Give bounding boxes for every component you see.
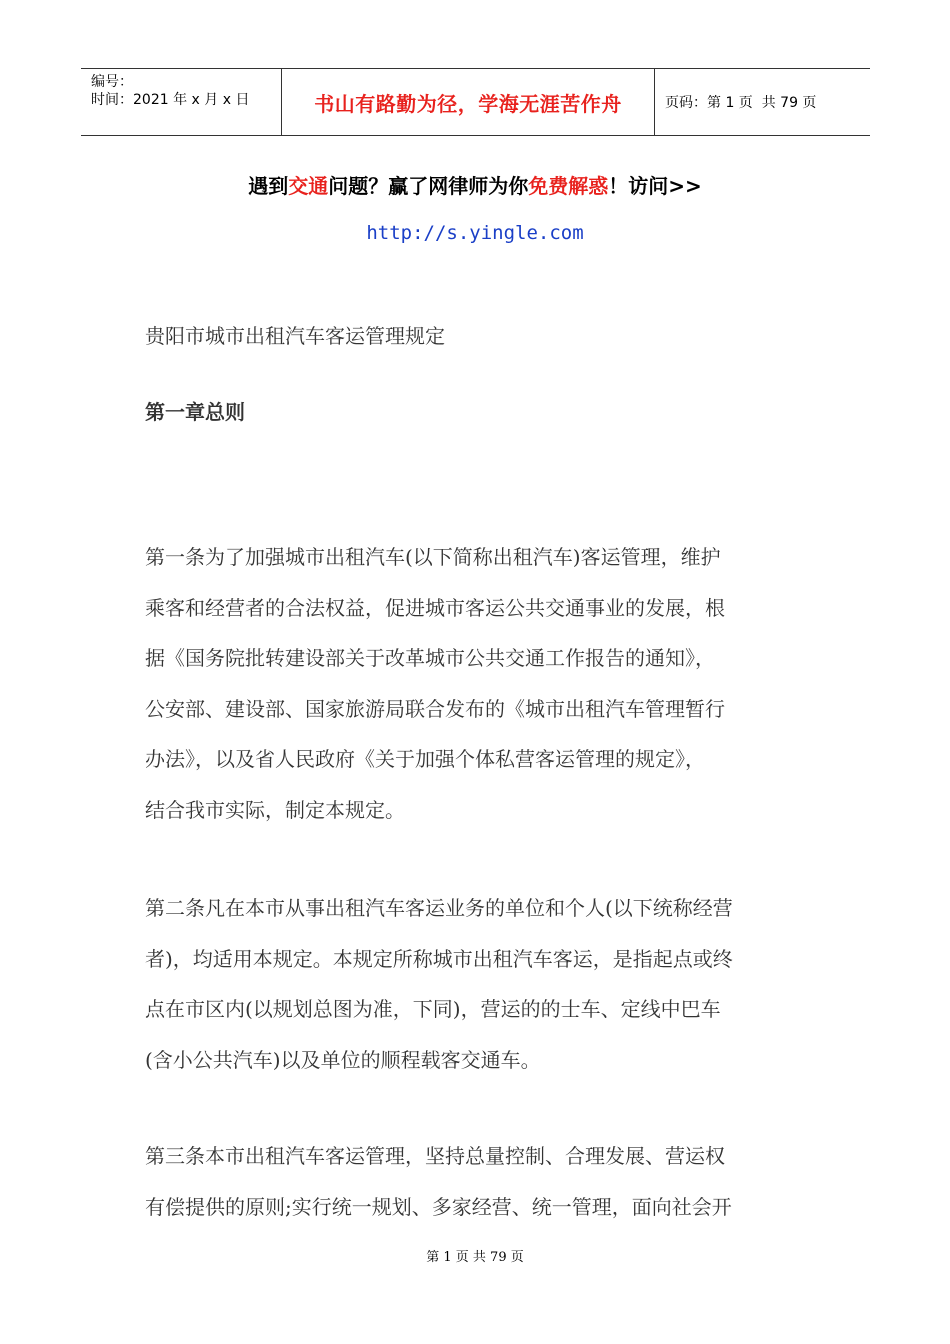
time-label: 时间：2021 年 x 月 x 日 xyxy=(91,92,250,108)
number-label: 编号： xyxy=(91,74,133,90)
page-footer: 第 1 页 共 79 页 xyxy=(426,1250,524,1265)
header-meta xyxy=(81,69,282,135)
page-label: 页码：第 1 页 共 79 页 xyxy=(665,95,817,111)
text-line: 第一条为了加强城市出租汽车(以下简称出租汽车)客运管理，维护 xyxy=(145,545,721,569)
promo-text-2: 问题？赢了网律师为你 xyxy=(328,174,529,198)
promo-link[interactable]: http://s.yingle.com xyxy=(366,222,584,244)
text-line: 第二条凡在本市从事出租汽车客运业务的单位和个人(以下统称经营 xyxy=(145,896,733,920)
promo-text-1: 遇到 xyxy=(248,174,289,198)
article-3 xyxy=(145,1131,810,1232)
header-table xyxy=(81,68,870,136)
promo-text-3: ！访问>> xyxy=(608,174,702,198)
promo-text-red-1: 交通 xyxy=(288,174,329,198)
text-line: 办法》，以及省人民政府《关于加强个体私营客运管理的规定》， xyxy=(145,747,705,771)
text-line: 结合我市实际，制定本规定。 xyxy=(145,797,405,822)
text-line: 公安部、建设部、国家旅游局联合发布的《城市出租汽车管理暂行 xyxy=(145,696,725,721)
article-2 xyxy=(145,883,810,1085)
text-line: (含小公共汽车)以及单位的顺程载客交通车。 xyxy=(145,1047,541,1072)
text-line: 有偿提供的原则;实行统一规划、多家经营、统一管理，面向社会开 xyxy=(145,1194,732,1219)
text-line: 据《国务院批转建设部关于改革城市公共交通工作报告的通知》， xyxy=(145,646,715,670)
promo-banner[interactable] xyxy=(0,170,950,199)
chapter-heading: 第一章总则 xyxy=(145,400,245,424)
text-line: 点在市区内(以规划总图为准，下同)，营运的的士车、定线中巴车 xyxy=(145,997,721,1021)
header-motto: 书山有路勤为径，学海无涯苦作舟 xyxy=(282,69,655,135)
article-1 xyxy=(145,532,810,835)
text-line: 第三条本市出租汽车客运管理，坚持总量控制、合理发展、营运权 xyxy=(145,1144,725,1168)
text-line: 乘客和经营者的合法权益，促进城市客运公共交通事业的发展，根 xyxy=(145,595,725,620)
text-line: 者)，均适用本规定。本规定所称城市出租汽车客运，是指起点或终 xyxy=(145,946,733,971)
promo-text-red-2: 免费解惑 xyxy=(528,174,609,198)
header-page-info xyxy=(655,69,870,135)
document-title: 贵阳市城市出租汽车客运管理规定 xyxy=(145,324,445,348)
